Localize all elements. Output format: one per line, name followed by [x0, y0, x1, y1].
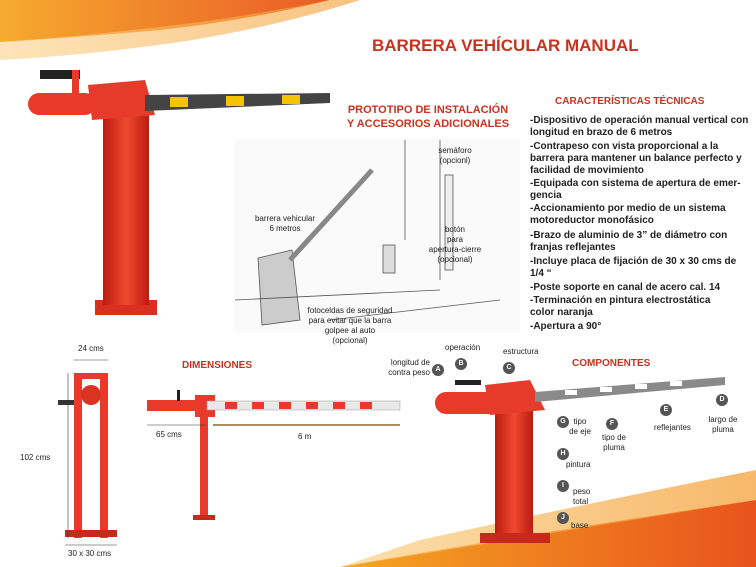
- label-boton: [415, 225, 495, 265]
- component-h-badge: H: [557, 448, 569, 460]
- prototype-heading: [338, 103, 518, 131]
- component-c-badge: C: [503, 362, 515, 374]
- label-barrera-line1: barrera vehicular: [254, 214, 316, 223]
- component-a-label: [378, 358, 430, 378]
- feature-6a: -Incluye placa de fijación de 30 x 30 cms de: [530, 256, 737, 267]
- label-foto-line4: (opcional): [332, 336, 368, 345]
- feature-3: [530, 178, 754, 202]
- component-g-label: [566, 417, 594, 437]
- feature-8a: -Terminación en pintura electrostática: [530, 295, 711, 306]
- dim-width: 24 cms: [78, 344, 104, 353]
- dimensions-heading: DIMENSIONES: [182, 360, 253, 371]
- feature-8b: color naranja: [530, 307, 593, 318]
- component-g-line2: de eje: [569, 427, 591, 436]
- component-h-label: pintura: [566, 460, 591, 469]
- feature-4a: -Accionamiento por medio de un sistema: [530, 203, 726, 214]
- label-boton-line3: apertura-cierre: [428, 245, 482, 254]
- feature-6b: 1/4 “: [530, 268, 552, 279]
- features-heading: CARACTERÍSTICAS TÉCNICAS: [555, 96, 705, 107]
- page-title: BARRERA VEHÍCULAR MANUAL: [372, 36, 639, 55]
- component-d-label: [700, 415, 746, 435]
- label-boton-line2: para: [446, 235, 463, 244]
- component-f-line1: tipo de: [601, 433, 627, 442]
- dim-counterweight: 65 cms: [156, 430, 182, 439]
- component-i-label: [573, 487, 590, 507]
- component-i-badge: I: [557, 480, 569, 492]
- feature-1b: longitud en brazo de 6 metros: [530, 127, 673, 138]
- feature-4: [530, 203, 754, 227]
- feature-5b: franjas reflejantes: [530, 242, 616, 253]
- feature-2a: -Contrapeso con vista proporcional a la: [530, 141, 719, 152]
- feature-1a: -Dispositivo de operación manual vertical con: [530, 115, 749, 126]
- component-g-badge: G: [557, 416, 569, 428]
- label-barrera: [245, 214, 325, 234]
- component-j-badge: J: [557, 512, 569, 524]
- label-foto-line3: golpee al auto: [324, 326, 376, 335]
- feature-3a: -Equipada con sistema de apertura de emer-: [530, 178, 741, 189]
- label-foto-line2: para evitar que la barra: [308, 316, 392, 325]
- feature-5: [530, 230, 754, 254]
- component-d-badge: D: [716, 394, 728, 406]
- dimensions-front-view: [58, 360, 117, 545]
- component-a-line2: contra peso: [388, 368, 430, 377]
- components-heading: COMPONENTES: [572, 358, 651, 369]
- label-fotoceldas: [295, 306, 405, 346]
- prototype-heading-line2: Y ACCESORIOS ADICIONALES: [346, 118, 510, 130]
- feature-2b: barrera para mantener un balance perfecto y: [530, 153, 742, 164]
- component-i-line2: total: [573, 497, 589, 506]
- component-f-line2: pluma: [603, 443, 625, 452]
- component-f-label: [596, 433, 632, 453]
- component-a-badge: A: [432, 364, 444, 376]
- dim-base: 30 x 30 cms: [68, 549, 112, 558]
- component-b-badge: B: [455, 358, 467, 370]
- component-d-line1: largo de: [708, 415, 738, 424]
- component-g-line1: tipo: [573, 417, 587, 426]
- dim-arm: 6 m: [298, 432, 312, 441]
- component-b-label: operación: [445, 343, 481, 352]
- label-boton-line4: (opcional): [437, 255, 473, 264]
- component-a-line1: longitud de: [390, 358, 430, 367]
- feature-2c: facilidad de movimiento: [530, 165, 644, 176]
- component-i-line1: peso: [573, 487, 591, 496]
- dim-height: 102 cms: [20, 453, 51, 462]
- label-semaforo: [425, 146, 485, 166]
- component-j-label: base: [571, 521, 589, 530]
- label-boton-line1: botón: [444, 225, 466, 234]
- feature-3b: gencia: [530, 190, 562, 201]
- feature-6: [530, 256, 754, 280]
- prototype-heading-line1: PROTOTIPO DE INSTALACIÓN: [347, 104, 509, 116]
- feature-9: -Apertura a 90°: [530, 321, 602, 332]
- dimensions-side-view: [147, 390, 400, 520]
- feature-7: -Poste soporte en canal de acero cal. 14: [530, 282, 721, 293]
- component-e-label: reflejantes: [654, 423, 691, 432]
- feature-8: [530, 295, 754, 319]
- component-e-badge: E: [660, 404, 672, 416]
- feature-1: [530, 115, 754, 139]
- component-c-label: estructura: [503, 347, 539, 356]
- label-barrera-line2: 6 metros: [269, 224, 301, 233]
- feature-5a: -Brazo de aluminio de 3” de diámetro con: [530, 230, 728, 241]
- feature-2: [530, 141, 754, 177]
- component-f-badge: F: [606, 418, 618, 430]
- feature-4b: motoreductor monofásico: [530, 215, 654, 226]
- label-semaforo-line2: (opcionl): [439, 156, 471, 165]
- label-foto-line1: fotoceldas de seguridad: [307, 306, 393, 315]
- component-d-line2: pluma: [712, 425, 734, 434]
- label-semaforo-line1: semáforo: [438, 146, 472, 155]
